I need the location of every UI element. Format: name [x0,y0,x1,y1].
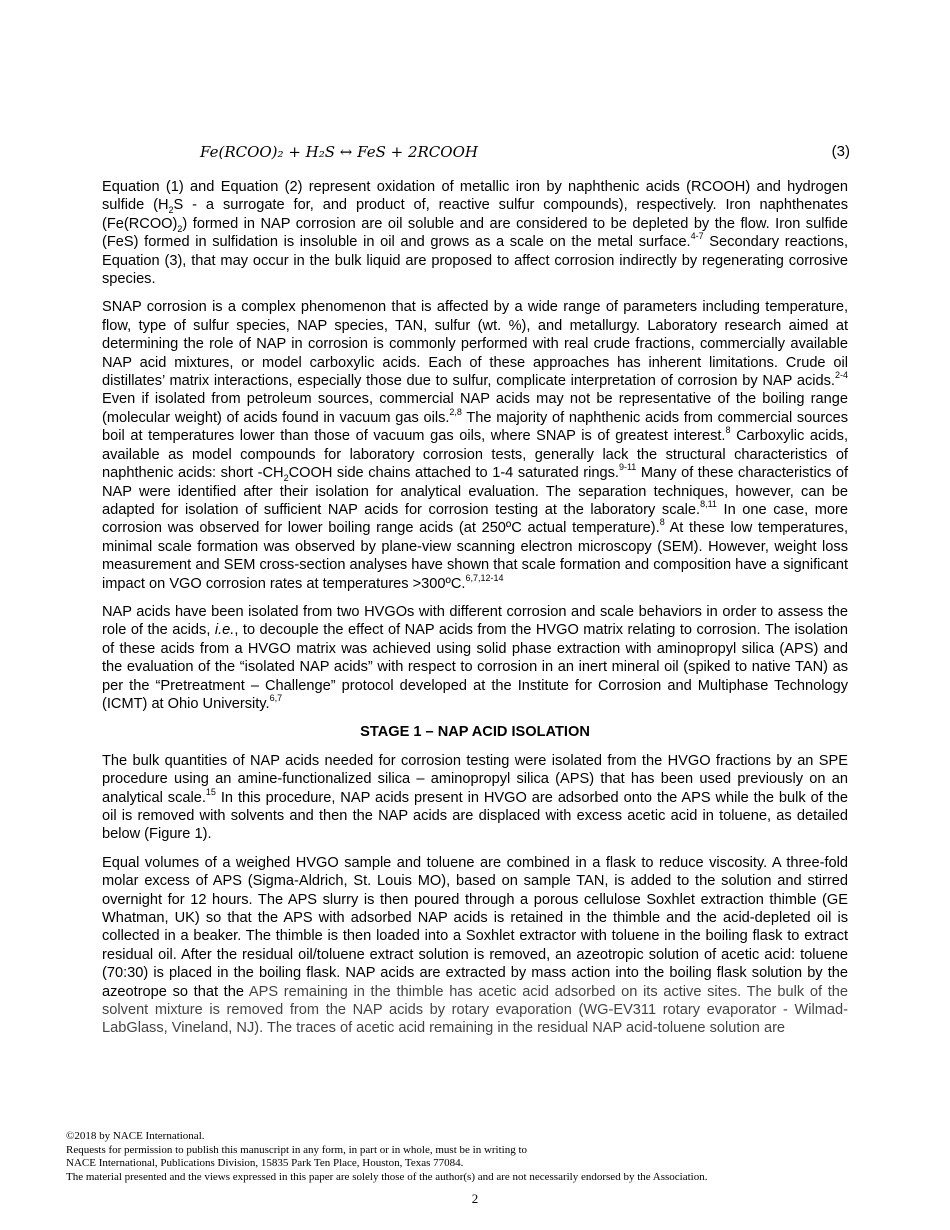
citation: 8 [725,425,731,436]
citation: 8,11 [700,499,717,510]
citation: 6,7,12-14 [465,572,504,583]
paragraph-5: Equal volumes of a weighed HVGO sample and toluene are combined in a flask to reduce viscosity. A three-fold molar excess of APS (Sigma-Aldrich, St. Louis MO), based on sample TAN, is added to the solution and stirred overnight for 12 hours. The APS slurry is then poured through a porous cellulose Soxhlet extraction thimble (GE Whatman, UK) so that the APS with adsorbed NAP acids is retained in the thimble and the acid-depleted oil is collected in a beaker. The thimble is then loaded into a Soxhlet extractor with toluene in the boiling flask to extract residual oil. After the residual oil/toluene extract solution is removed, an azeotropic solution of acetic acid: toluene (70:30) is placed in the boiling flask. NAP acids are extracted by mass action into the boiling flask solution by the azeotrope so that the APS remaining in the thimble has acetic acid adsorbed on its active sites. The bulk of the solvent mixture is removed from the NAP acids by rotary evaporation (WG-EV311 rotary evaporator - Wilmad-LabGlass, Vineland, NJ). The traces of acetic acid remaining in the residual NAP acid-toluene solution are [102,854,848,1037]
citation: 2,8 [449,407,462,418]
citation: 9-11 [618,462,637,473]
paragraph-2: SNAP corrosion is a complex phenomenon that is affected by a wide range of parameters including temperature, flow, type of sulfur species, NAP species, TAN, sulfur (wt. %), and metallurgy. Laboratory research aimed at determining the role of NAP in corrosion is commonly performed with real crude fractions, commercially available NAP acid mixtures, or model carboxylic acids. Each of these approaches has inherent limitations. Crude oil distillates’ matrix interactions, especially those due to sulfur, complicate interpretation of corrosion by NAP acids.$^{2-4}$ Even if isolated from petroleum sources, commercial NAP acids may not be representative of the boiling range (molecular weight) of acids found in vacuum gas oils.$^{2,8}$ The majority of naphthenic acids from commercial sources boil at temperatures lower than those of vacuum gas oils, where SNAP is of greatest interest.$^8$ Carboxylic acids, available as model compounds for laboratory corrosion tests, generally lack the structural characteristics of naphthenic acids: short $-CH_2COOH$ side chains attached to 1-4 saturated rings.$^{9-11}$ Many of these characteristics of NAP were identified after their isolation for analytical evaluation. The separation techniques, however, can be adapted for isolation of sufficient NAP acids for corrosion testing at the laboratory scale.$^{8,11}$ In one case, more corrosion was observed for lower boiling range acids (at 250ºC actual temperature).$^8$ At these low temperatures, minimal scale formation was observed by plane-view scanning electron microscopy (SEM). However, weight loss measurement and SEM cross-section analyses have shown that scale formation and composition have a significant impact on VGO corrosion rates at temperatures >300ºC.$^{6,7,12-14}$ [102,299,849,592]
citation: 4-7 [690,231,704,242]
footer-copyright: ©2018 by NACE International. [66,1130,205,1142]
equation-3-number: (3) [831,143,850,160]
citation: 15 [205,786,216,797]
citation: 6,7 [269,693,283,704]
footer-permission: Requests for permission to publish this manuscript in any form, in part or in whole, must be in writing to [66,1143,528,1156]
footer-address: NACE International, Publications Division, 15835 Park Ten Place, Houston, Texas 77084. [66,1157,464,1169]
citation: 8 [659,517,665,528]
paragraph-1: Equation (1) and Equation (2) represent oxidation of metallic iron by naphthenic acids (RCOOH) and hydrogen sulfide ($H_2S$ - a surrogate for, and product of, reactive sulfur compounds), respectively. Iron naphthenates $(Fe(RCOO)_2)$ formed in NAP corrosion are oil soluble and are considered to be depleted by the flow. Iron sulfide (FeS) formed in sulfidation is insoluble in oil and grows as a scale on the metal surface.$^{4-7}$ Secondary reactions, Equation (3), that may occur in the bulk liquid are proposed to affect corrosion indirectly by regenerating corrosive species. [102,179,848,288]
equation-3 [200,143,850,161]
footer-disclaimer: The material presented and the views expressed in this paper are solely those of the author(s) and are not necessarily endorsed by the Association. [66,1170,708,1183]
paragraph-3: NAP acids have been isolated from two HVGOs with different corrosion and scale behaviors in order to assess the role of the acids, i.e., to decouple the effect of NAP acids from the HVGO matrix relating to corrosion. The isolation of these acids from a HVGO matrix was achieved using solid phase extraction with aminopropyl silica (APS) and the evaluation of the “isolated NAP acids” with respect to corrosion in an inert mineral oil (spiked to native TAN) as per the “Pretreatment – Challenge” protocol developed at the Institute for Corrosion and Multiphase Technology (ICMT) at Ohio University.$^{6,7}$ [102,603,848,712]
section-heading: STAGE 1 – NAP ACID ISOLATION [360,724,590,741]
equation-3-formula: Fe(RCOO)₂ + H₂S ↔ FeS + 2RCOOH [200,143,478,161]
page-number: 2 [471,1191,479,1206]
citation: 2-4 [834,370,848,381]
copyright-footer [66,1130,886,1184]
body-text [102,178,848,1048]
paragraph-4: The bulk quantities of NAP acids needed for corrosion testing were isolated from the HVGO fractions by an SPE procedure using an amine-functionalized silica – aminopropyl silica (APS) that has been used previously on an analytical scale.$^{15}$ In this procedure, NAP acids present in HVGO are adsorbed onto the APS while the bulk of the oil is removed with solvents and then the NAP acids are displaced with excess acetic acid in toluene, as detailed below (Figure 1). [102,752,848,843]
